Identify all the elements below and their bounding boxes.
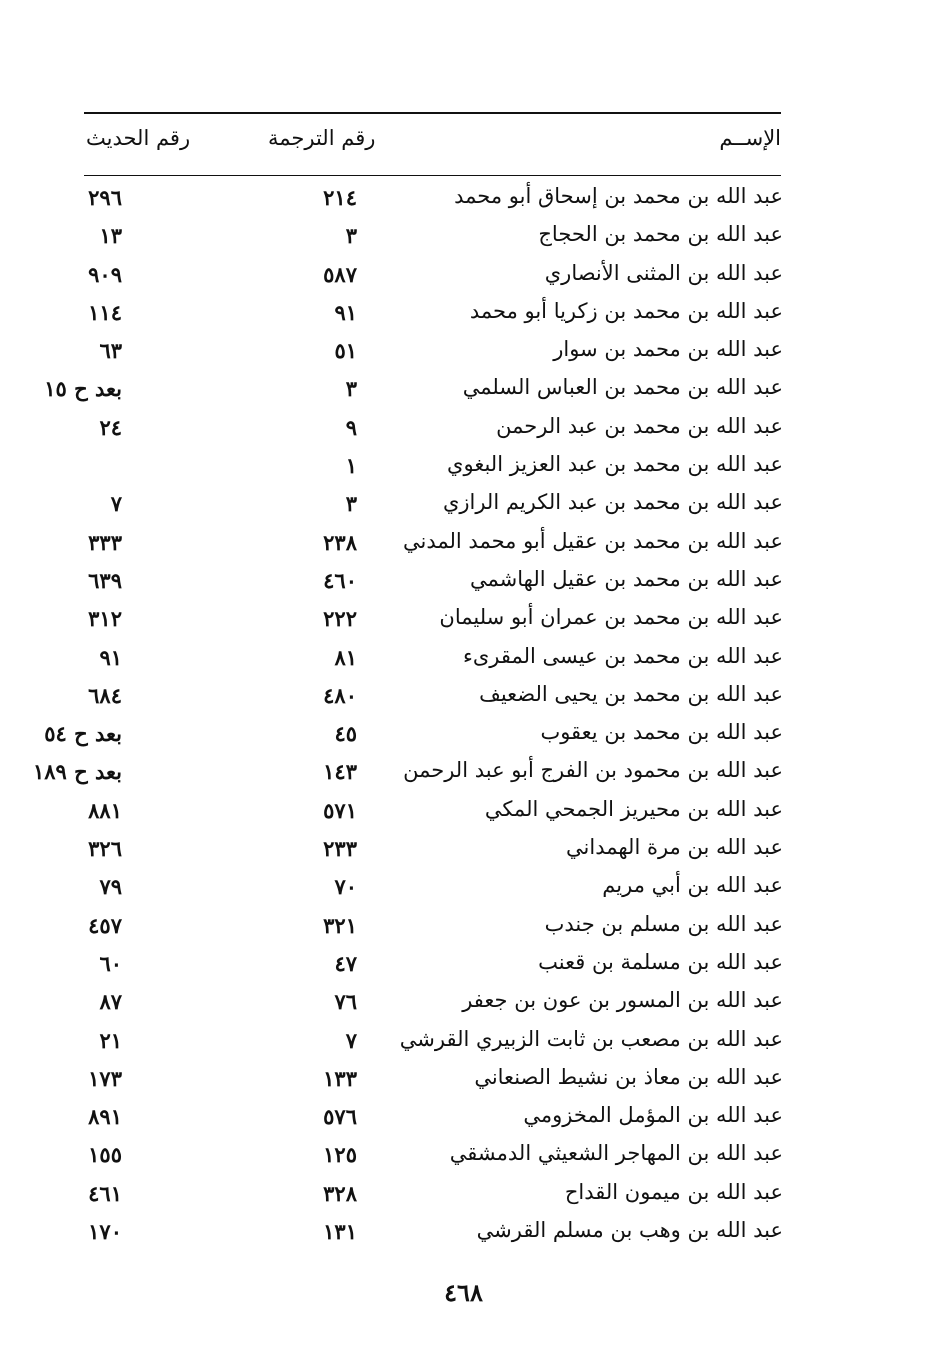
hadith-number: ٩٠٩ bbox=[88, 261, 122, 287]
header-rule bbox=[84, 175, 781, 176]
tarjama-number: ٢٣٨ bbox=[323, 529, 357, 555]
tarjama-number: ٤٧ bbox=[334, 950, 357, 976]
table-row bbox=[0, 484, 927, 522]
top-rule bbox=[84, 112, 781, 114]
entry-name: عبد الله بن محمد بن عبد العزيز البغوي bbox=[447, 452, 783, 477]
table-row bbox=[0, 369, 927, 407]
tarjama-number: ٢٢٢ bbox=[323, 606, 357, 632]
tarjama-number: ٣ bbox=[345, 376, 357, 402]
tarjama-number: ٧٠ bbox=[334, 874, 357, 900]
table-row bbox=[0, 216, 927, 254]
table-row bbox=[0, 1059, 927, 1097]
table-row bbox=[0, 293, 927, 331]
hadith-number: ٩١ bbox=[99, 644, 122, 670]
index-table bbox=[0, 178, 927, 1250]
hadith-number: ٧٩ bbox=[99, 874, 122, 900]
tarjama-number: ٧٦ bbox=[334, 989, 357, 1015]
table-row bbox=[0, 638, 927, 676]
entry-name: عبد الله بن محمد بن عبد الرحمن bbox=[496, 413, 783, 438]
tarjama-number: ٥٧٦ bbox=[323, 1104, 357, 1130]
table-row bbox=[0, 1212, 927, 1250]
entry-name: عبد الله بن محمد بن عيسى المقرىء bbox=[462, 643, 783, 668]
table-row bbox=[0, 178, 927, 216]
hadith-number: ٦٨٤ bbox=[88, 682, 122, 708]
entry-name: عبد الله بن مرة الهمداني bbox=[566, 835, 783, 860]
hadith-number: ٦٣ bbox=[99, 338, 122, 364]
table-row bbox=[0, 1135, 927, 1173]
hadith-number: ١١٤ bbox=[88, 299, 122, 325]
table-row bbox=[0, 714, 927, 752]
tarjama-number: ١٤٣ bbox=[323, 759, 357, 785]
entry-name: عبد الله بن أبي مريم bbox=[602, 873, 783, 898]
table-row bbox=[0, 791, 927, 829]
entry-name: عبد الله بن المهاجر الشعيثي الدمشقي bbox=[449, 1141, 783, 1166]
entry-name: عبد الله بن محمد بن عقيل أبو محمد المدني bbox=[403, 528, 783, 553]
table-row bbox=[0, 982, 927, 1020]
entry-name: عبد الله بن محمد بن العباس السلمي bbox=[462, 375, 783, 400]
hadith-number: ١٣ bbox=[99, 223, 122, 249]
hadith-number: بعد ح ١٨٩ bbox=[32, 759, 122, 785]
tarjama-number: ٥٧١ bbox=[323, 797, 357, 823]
tarjama-number: ٧ bbox=[345, 1027, 357, 1053]
tarjama-number: ٤٥ bbox=[334, 721, 357, 747]
table-row bbox=[0, 867, 927, 905]
entry-name: عبد الله بن محمد بن عبد الكريم الرازي bbox=[442, 490, 783, 515]
entry-name: عبد الله بن محمد بن زكريا أبو محمد bbox=[469, 298, 783, 323]
tarjama-number: ٢١٤ bbox=[323, 185, 357, 210]
tarjama-number: ٩١ bbox=[334, 299, 357, 325]
tarjama-number: ٥١ bbox=[334, 338, 357, 364]
hadith-number: بعد ح ٥٤ bbox=[44, 721, 122, 747]
table-row bbox=[0, 331, 927, 369]
hadith-number: ١٧٣ bbox=[88, 1065, 122, 1091]
hadith-number: ٨٨١ bbox=[88, 797, 122, 823]
tarjama-number: ١ bbox=[345, 453, 357, 479]
tarjama-number: ١٢٥ bbox=[323, 1142, 357, 1168]
hadith-number: ٢٩٦ bbox=[88, 185, 122, 210]
table-row bbox=[0, 1174, 927, 1212]
table-row bbox=[0, 1021, 927, 1059]
table-row bbox=[0, 1097, 927, 1135]
entry-name: عبد الله بن وهب بن مسلم القرشي bbox=[476, 1218, 783, 1243]
header-name: الإســم bbox=[719, 126, 781, 150]
entry-name: عبد الله بن مسلمة بن قعنب bbox=[538, 949, 783, 974]
entry-name: عبد الله بن محمود بن الفرج أبو عبد الرحمن bbox=[403, 758, 783, 783]
hadith-number: بعد ح ١٥ bbox=[44, 376, 122, 402]
hadith-number: ٨٩١ bbox=[88, 1104, 122, 1130]
entry-name: عبد الله بن محمد بن الحجاج bbox=[538, 222, 783, 247]
tarjama-number: ٢٣٣ bbox=[323, 836, 357, 862]
hadith-number: ٨٧ bbox=[99, 989, 122, 1015]
hadith-number: ٢١ bbox=[99, 1027, 122, 1053]
tarjama-number: ١٣٣ bbox=[323, 1065, 357, 1091]
tarjama-number: ٩ bbox=[345, 414, 357, 440]
entry-name: عبد الله بن محمد بن يعقوب bbox=[540, 720, 783, 745]
tarjama-number: ٣٢٨ bbox=[323, 1180, 357, 1206]
hadith-number: ٢٤ bbox=[99, 414, 122, 440]
hadith-number: ٣١٢ bbox=[88, 606, 122, 632]
table-row bbox=[0, 255, 927, 293]
tarjama-number: ٨١ bbox=[334, 644, 357, 670]
hadith-number: ١٧٠ bbox=[88, 1219, 122, 1245]
table-row bbox=[0, 599, 927, 637]
entry-name: عبد الله بن محمد بن يحيى الضعيف bbox=[479, 681, 783, 706]
tarjama-number: ٥٨٧ bbox=[323, 261, 357, 287]
table-row bbox=[0, 408, 927, 446]
hadith-number: ٤٥٧ bbox=[88, 912, 122, 938]
hadith-number: ١٥٥ bbox=[88, 1142, 122, 1168]
entry-name: عبد الله بن محمد بن إسحاق أبو محمد bbox=[454, 184, 783, 208]
entry-name: عبد الله بن المسور بن عون بن جعفر bbox=[462, 988, 783, 1013]
page-number: ٤٦٨ bbox=[444, 1278, 483, 1307]
table-row bbox=[0, 676, 927, 714]
entry-name: عبد الله بن محمد بن سوار bbox=[553, 337, 783, 362]
tarjama-number: ٣٢١ bbox=[323, 912, 357, 938]
hadith-number: ٧ bbox=[110, 491, 122, 517]
table-row bbox=[0, 906, 927, 944]
entry-name: عبد الله بن معاذ بن نشيط الصنعاني bbox=[474, 1064, 783, 1089]
tarjama-number: ٣ bbox=[345, 223, 357, 249]
table-row bbox=[0, 523, 927, 561]
tarjama-number: ١٣١ bbox=[323, 1219, 357, 1245]
entry-name: عبد الله بن المؤمل المخزومي bbox=[523, 1103, 783, 1128]
header-hadith-number: رقم الحديث bbox=[86, 126, 191, 150]
entry-name: عبد الله بن محيريز الجمحي المكي bbox=[484, 796, 783, 821]
hadith-number: ٦٠ bbox=[99, 950, 122, 976]
table-row bbox=[0, 561, 927, 599]
entry-name: عبد الله بن ميمون القداح bbox=[564, 1179, 783, 1204]
hadith-number: ٣٣٣ bbox=[88, 529, 122, 555]
tarjama-number: ٣ bbox=[345, 491, 357, 517]
entry-name: عبد الله بن محمد بن عقيل الهاشمي bbox=[470, 566, 783, 591]
table-row bbox=[0, 944, 927, 982]
tarjama-number: ٤٨٠ bbox=[323, 682, 357, 708]
tarjama-number: ٤٦٠ bbox=[323, 567, 357, 593]
entry-name: عبد الله بن المثنى الأنصاري bbox=[544, 260, 783, 285]
hadith-number: ٣٢٦ bbox=[88, 836, 122, 862]
header-tarjama-number: رقم الترجمة bbox=[268, 126, 376, 150]
hadith-number: ٦٣٩ bbox=[88, 567, 122, 593]
table-row bbox=[0, 829, 927, 867]
entry-name: عبد الله بن محمد بن عمران أبو سليمان bbox=[439, 605, 783, 630]
entry-name: عبد الله بن مصعب بن ثابت الزبيري القرشي bbox=[399, 1026, 783, 1051]
entry-name: عبد الله بن مسلم بن جندب bbox=[544, 911, 783, 936]
table-row bbox=[0, 752, 927, 790]
hadith-number: ٤٦١ bbox=[88, 1180, 122, 1206]
table-row bbox=[0, 446, 927, 484]
